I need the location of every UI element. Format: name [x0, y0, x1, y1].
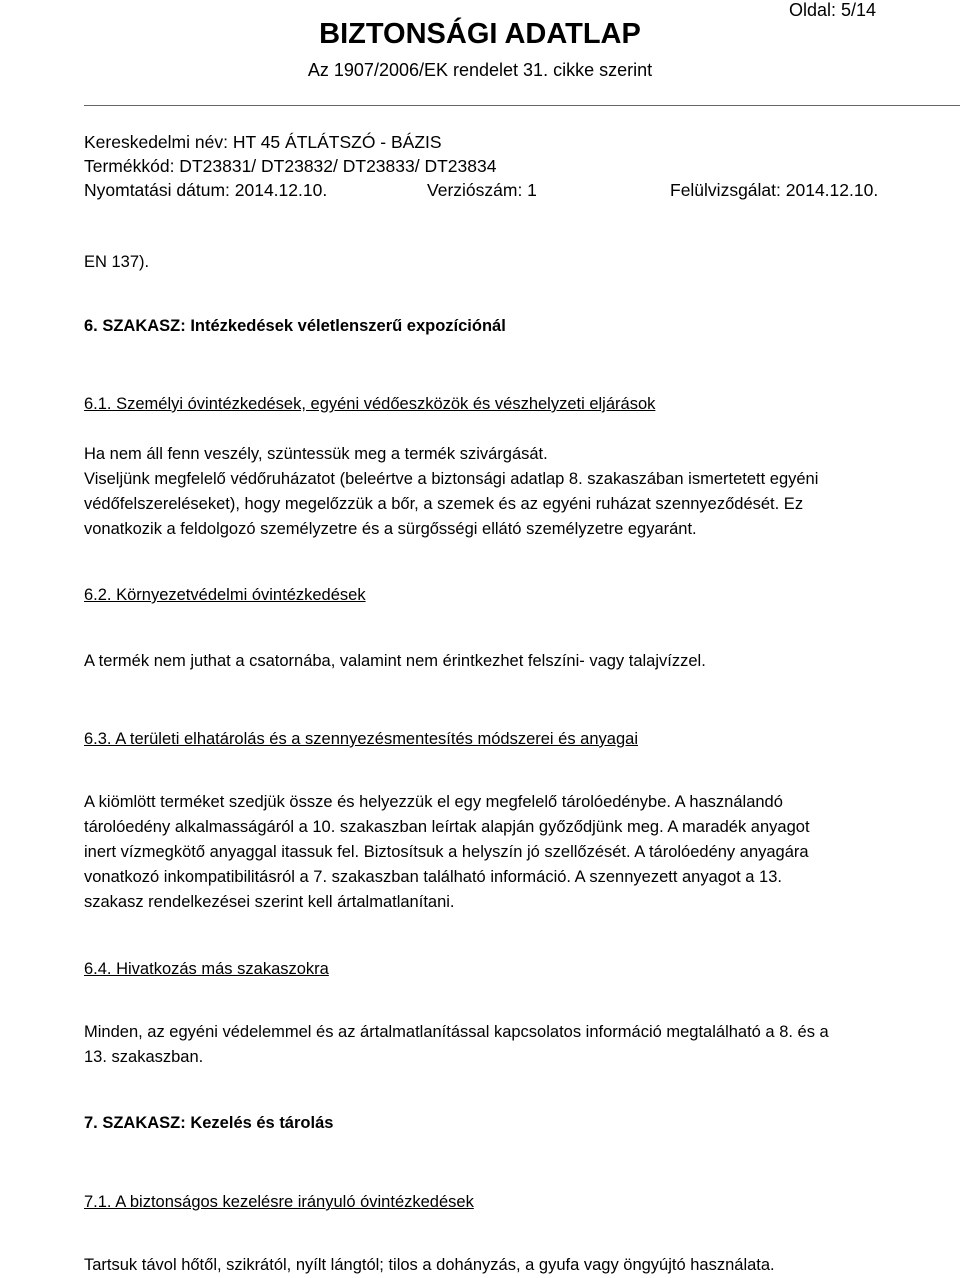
text-line: vonatkozik a feldolgozó személyzetre és a sürgősségi ellátó személyzetre egyaránt.	[84, 520, 697, 538]
revision-date: Felülvizsgálat: 2014.12.10.	[670, 180, 879, 200]
subsection-6-2-heading: 6.2. Környezetvédelmi óvintézkedések	[84, 586, 366, 604]
document-subtitle: Az 1907/2006/EK rendelet 31. cikke szerint	[307, 60, 653, 80]
text-line: védőfelszereléseket), hogy megelőzzük a bőr, a szemek és az egyéni ruházat szennyeződését. Ez	[84, 495, 804, 513]
product-code: Termékkód: DT23831/ DT23832/ DT23833/ DT23834	[84, 156, 497, 176]
page-number: Oldal: 5/14	[788, 0, 876, 20]
subsection-7-1-text: Tartsuk távol hőtől, szikrától, nyílt lángtól; tilos a dohányzás, a gyufa vagy öngyújtó használata.	[84, 1256, 775, 1274]
subsection-6-4-text	[84, 1020, 884, 1070]
subsection-6-4-heading: 6.4. Hivatkozás más szakaszokra	[84, 960, 329, 978]
subsection-7-1-heading: 7.1. A biztonságos kezelésre irányuló óvintézkedések	[84, 1193, 474, 1211]
version-number: Verziószám: 1	[427, 180, 537, 200]
text-line: A kiömlött terméket szedjük össze és helyezzük el egy megfelelő tárolóedénybe. A használandó	[84, 793, 783, 811]
continuation-text: EN 137).	[84, 253, 150, 271]
text-line: Minden, az egyéni védelemmel és az ártalmatlanítással kapcsolatos információ megtalálható a 8. és a	[84, 1023, 829, 1041]
text-line: vonatkozó inkompatibilitásról a 7. szakaszban található információ. A szennyezett anyagot a 13.	[84, 868, 782, 886]
text-line: Ha nem áll fenn veszély, szüntessük meg a termék szivárgását.	[84, 445, 548, 463]
text-line: szakasz rendelkezései szerint kell ártalmatlanítani.	[84, 893, 455, 911]
text-line: inert vízmegkötő anyaggal itassuk fel. Biztosítsuk a helyszín jó szellőzését. A tárolóedény anyagára	[84, 843, 809, 861]
text-line: 13. szakaszban.	[84, 1048, 204, 1066]
print-date: Nyomtatási dátum: 2014.12.10.	[84, 180, 328, 200]
document-title: BIZTONSÁGI ADATLAP	[319, 18, 641, 50]
trade-name: Kereskedelmi név: HT 45 ÁTLÁTSZÓ - BÁZIS	[84, 132, 442, 152]
subsection-6-3-text	[84, 790, 884, 915]
section-6-heading: 6. SZAKASZ: Intézkedések véletlenszerű expozíciónál	[84, 317, 506, 335]
subsection-6-1-text	[84, 442, 884, 542]
subsection-6-1-heading: 6.1. Személyi óvintézkedések, egyéni védőeszközök és vészhelyzeti eljárások	[84, 395, 656, 413]
subsection-6-2-text: A termék nem juthat a csatornába, valamint nem érintkezhet felszíni- vagy talajvízzel.	[84, 652, 706, 670]
header-divider	[84, 105, 960, 106]
text-line: tárolóedény alkalmasságáról a 10. szakaszban leírtak alapján győződjünk meg. A maradék anyagot	[84, 818, 810, 836]
text-line: Viseljünk megfelelő védőruházatot (beleértve a biztonsági adatlap 8. szakaszában ismertetett egyéni	[84, 470, 819, 488]
subsection-6-3-heading: 6.3. A területi elhatárolás és a szennyezésmentesítés módszerei és anyagai	[84, 730, 638, 748]
section-7-heading: 7. SZAKASZ: Kezelés és tárolás	[84, 1114, 334, 1132]
